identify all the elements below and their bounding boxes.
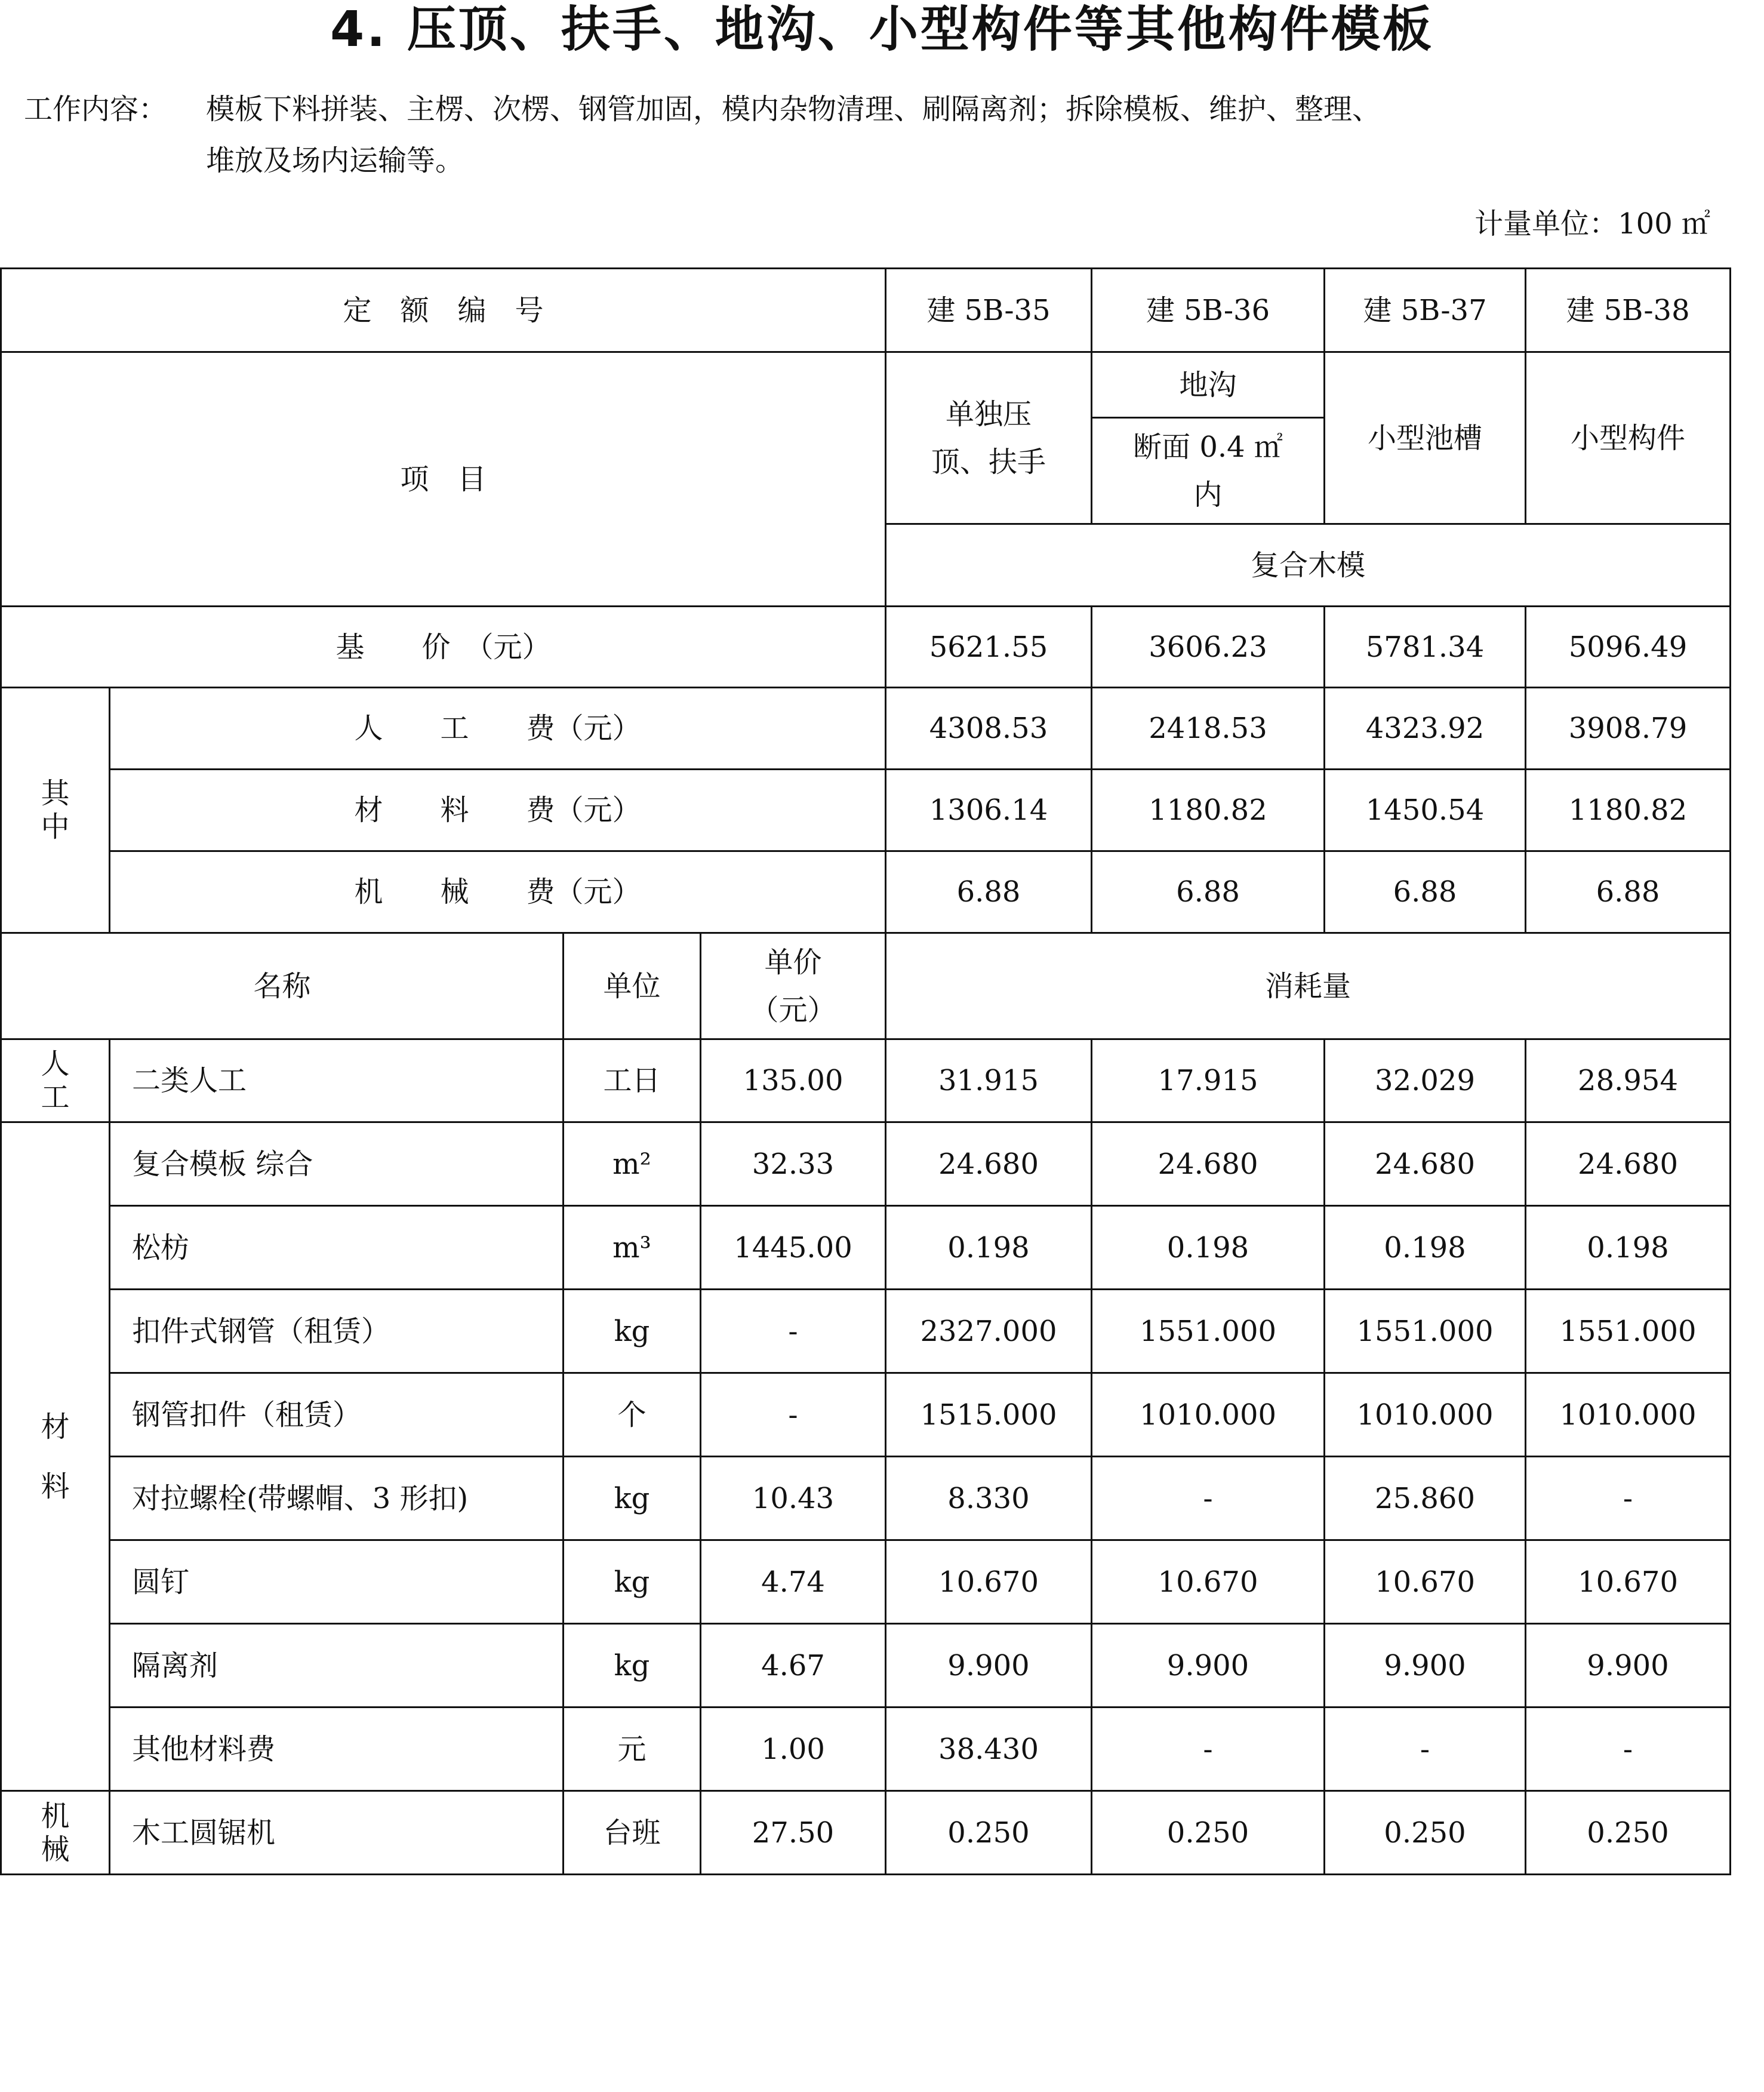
labor-fee-3: 4323.92 — [1325, 688, 1526, 770]
item-row-top — [1, 352, 1731, 418]
consumption-value: - — [1092, 1708, 1325, 1791]
table-row — [1, 1206, 1731, 1290]
work-content-text-2: 堆放及场内运输等。 — [206, 144, 464, 177]
resource-price: 4.67 — [701, 1624, 886, 1708]
work-content-line-1 — [24, 84, 1743, 135]
resource-name: 其他材料费 — [110, 1708, 564, 1791]
item-col-2-top: 地沟 — [1092, 352, 1325, 418]
item-col-3: 小型池槽 — [1325, 352, 1526, 524]
item-col-2-line-2: 内 — [1193, 478, 1223, 512]
consumption-value: 0.250 — [1325, 1791, 1526, 1875]
consumption-value: 24.680 — [886, 1122, 1092, 1206]
item-col-2-bottom — [1092, 418, 1325, 524]
resource-name: 二类人工 — [110, 1039, 564, 1122]
consumption-value: 9.900 — [1092, 1624, 1325, 1708]
resource-unit: m² — [564, 1122, 701, 1206]
consumption-value: 1010.000 — [1325, 1373, 1526, 1457]
code-label: 定 额 编 号 — [1, 269, 886, 352]
consumption-value: - — [1325, 1708, 1526, 1791]
labor-fee-label: 人 工 费（元） — [110, 688, 886, 770]
labor-fee-4: 3908.79 — [1526, 688, 1731, 770]
resource-unit: 个 — [564, 1373, 701, 1457]
header-name: 名称 — [1, 933, 564, 1039]
table-row — [1, 1708, 1731, 1791]
category-labor-char-1: 人 — [41, 1047, 70, 1081]
header-unit: 单位 — [564, 933, 701, 1039]
consumption-value: 9.900 — [1325, 1624, 1526, 1708]
category-material — [1, 1122, 110, 1791]
machine-fee-3: 6.88 — [1325, 851, 1526, 933]
resource-name: 扣件式钢管（租赁） — [110, 1290, 564, 1373]
machine-fee-2: 6.88 — [1092, 851, 1325, 933]
material-fee-row — [1, 770, 1731, 851]
consumption-value: 24.680 — [1092, 1122, 1325, 1206]
code-row — [1, 269, 1731, 352]
machine-fee-row — [1, 851, 1731, 933]
header-price-line-2: （元） — [750, 993, 836, 1027]
consumption-value: 31.915 — [886, 1039, 1092, 1122]
consumption-value: 24.680 — [1526, 1122, 1731, 1206]
consumption-value: 8.330 — [886, 1457, 1092, 1540]
table-row — [1, 1290, 1731, 1373]
work-content — [24, 84, 1743, 186]
item-col-2-line-1: 断面 0.4 ㎡ — [1133, 430, 1283, 464]
header-price-line-1: 单价 — [764, 945, 822, 979]
resource-price: 135.00 — [701, 1039, 886, 1122]
consumption-value: 2327.000 — [886, 1290, 1092, 1373]
resource-header-row — [1, 933, 1731, 1039]
item-col-1-line-2: 顶、扶手 — [931, 445, 1046, 479]
labor-fee-1: 4308.53 — [886, 688, 1092, 770]
resource-name: 隔离剂 — [110, 1624, 564, 1708]
base-price-3: 5781.34 — [1325, 607, 1526, 688]
consumption-value: 10.670 — [1092, 1540, 1325, 1624]
consumption-value: 17.915 — [1092, 1039, 1325, 1122]
table-row — [1, 1122, 1731, 1206]
consumption-value: 9.900 — [886, 1624, 1092, 1708]
consumption-value: 1551.000 — [1092, 1290, 1325, 1373]
base-price-row — [1, 607, 1731, 688]
qizhong-char-1: 其 — [41, 777, 70, 810]
material-fee-3: 1450.54 — [1325, 770, 1526, 851]
consumption-value: 0.198 — [886, 1206, 1092, 1290]
resource-price: 4.74 — [701, 1540, 886, 1624]
measurement-unit: 计量单位：100 ㎡ — [1474, 207, 1710, 241]
consumption-value: 32.029 — [1325, 1039, 1526, 1122]
resource-name: 木工圆锯机 — [110, 1791, 564, 1875]
resource-unit: kg — [564, 1457, 701, 1540]
machine-fee-label: 机 械 费（元） — [110, 851, 886, 933]
consumption-value: 24.680 — [1325, 1122, 1526, 1206]
consumption-value: 9.900 — [1526, 1624, 1731, 1708]
qizhong-char-2: 中 — [41, 810, 70, 844]
code-4: 建 5B-38 — [1526, 269, 1731, 352]
material-fee-1: 1306.14 — [886, 770, 1092, 851]
table-row — [1, 1039, 1731, 1122]
material-fee-label: 材 料 费（元） — [110, 770, 886, 851]
table-row — [1, 1373, 1731, 1457]
resource-price: 10.43 — [701, 1457, 886, 1540]
machine-fee-1: 6.88 — [886, 851, 1092, 933]
formwork-type: 复合木模 — [886, 524, 1731, 607]
labor-fee-2: 2418.53 — [1092, 688, 1325, 770]
category-material-char-1: 材 — [41, 1410, 70, 1444]
resource-name: 松枋 — [110, 1206, 564, 1290]
base-price-1: 5621.55 — [886, 607, 1092, 688]
category-machine — [1, 1791, 110, 1875]
header-consumption: 消耗量 — [886, 933, 1731, 1039]
qizhong-label — [1, 688, 110, 933]
consumption-value: 0.198 — [1526, 1206, 1731, 1290]
table-row — [1, 1791, 1731, 1875]
machine-fee-4: 6.88 — [1526, 851, 1731, 933]
resource-price: - — [701, 1373, 886, 1457]
header-price — [701, 933, 886, 1039]
code-2: 建 5B-36 — [1092, 269, 1325, 352]
item-col-4: 小型构件 — [1526, 352, 1731, 524]
resource-unit: 工日 — [564, 1039, 701, 1122]
item-label: 项 目 — [1, 352, 886, 607]
consumption-value: 10.670 — [1526, 1540, 1731, 1624]
base-price-4: 5096.49 — [1526, 607, 1731, 688]
material-fee-2: 1180.82 — [1092, 770, 1325, 851]
resource-unit: kg — [564, 1624, 701, 1708]
resource-price: - — [701, 1290, 886, 1373]
consumption-value: 1010.000 — [1526, 1373, 1731, 1457]
work-content-label: 工作内容： — [24, 93, 168, 126]
item-col-1-line-1: 单独压 — [946, 397, 1032, 431]
page-title: 4. 压顶、扶手、地沟、小型构件等其他构件模板 — [330, 1, 1434, 58]
resource-price: 27.50 — [701, 1791, 886, 1875]
consumption-value: 0.198 — [1092, 1206, 1325, 1290]
consumption-value: 28.954 — [1526, 1039, 1731, 1122]
consumption-value: 1551.000 — [1325, 1290, 1526, 1373]
consumption-value: 1010.000 — [1092, 1373, 1325, 1457]
code-3: 建 5B-37 — [1325, 269, 1526, 352]
resource-unit: kg — [564, 1290, 701, 1373]
resource-name: 钢管扣件（租赁） — [110, 1373, 564, 1457]
consumption-value: 0.198 — [1325, 1206, 1526, 1290]
consumption-value: 25.860 — [1325, 1457, 1526, 1540]
resource-price: 1.00 — [701, 1708, 886, 1791]
consumption-value: 0.250 — [1526, 1791, 1731, 1875]
table-row — [1, 1624, 1731, 1708]
consumption-value: 10.670 — [1325, 1540, 1526, 1624]
consumption-value: 10.670 — [886, 1540, 1092, 1624]
item-col-1 — [886, 352, 1092, 524]
resource-price: 1445.00 — [701, 1206, 886, 1290]
consumption-value: - — [1526, 1708, 1731, 1791]
category-machine-char-2: 械 — [41, 1832, 70, 1866]
consumption-value: 0.250 — [1092, 1791, 1325, 1875]
quota-table — [0, 267, 1731, 1875]
resource-price: 32.33 — [701, 1122, 886, 1206]
category-machine-char-1: 机 — [41, 1799, 70, 1833]
base-price-label: 基 价 （元） — [1, 607, 886, 688]
resource-name: 复合模板 综合 — [110, 1122, 564, 1206]
resource-unit: m³ — [564, 1206, 701, 1290]
resource-unit: 元 — [564, 1708, 701, 1791]
resource-unit: kg — [564, 1540, 701, 1624]
consumption-value: 1551.000 — [1526, 1290, 1731, 1373]
labor-fee-row — [1, 688, 1731, 770]
work-content-text-1: 模板下料拼装、主楞、次楞、钢管加固，模内杂物清理、刷隔离剂；拆除模板、维护、整理、 — [206, 93, 1381, 126]
consumption-value: - — [1092, 1457, 1325, 1540]
resource-name: 圆钉 — [110, 1540, 564, 1624]
consumption-value: 0.250 — [886, 1791, 1092, 1875]
resource-unit: 台班 — [564, 1791, 701, 1875]
material-fee-4: 1180.82 — [1526, 770, 1731, 851]
base-price-2: 3606.23 — [1092, 607, 1325, 688]
consumption-value: 1515.000 — [886, 1373, 1092, 1457]
category-labor — [1, 1039, 110, 1122]
table-row — [1, 1457, 1731, 1540]
resource-name: 对拉螺栓(带螺帽、3 形扣) — [110, 1457, 564, 1540]
code-1: 建 5B-35 — [886, 269, 1092, 352]
category-material-spacer — [5, 1444, 105, 1470]
category-material-char-2: 料 — [41, 1469, 70, 1503]
category-labor-char-2: 工 — [41, 1081, 70, 1114]
consumption-value: - — [1526, 1457, 1731, 1540]
consumption-value: 38.430 — [886, 1708, 1092, 1791]
table-row — [1, 1540, 1731, 1624]
